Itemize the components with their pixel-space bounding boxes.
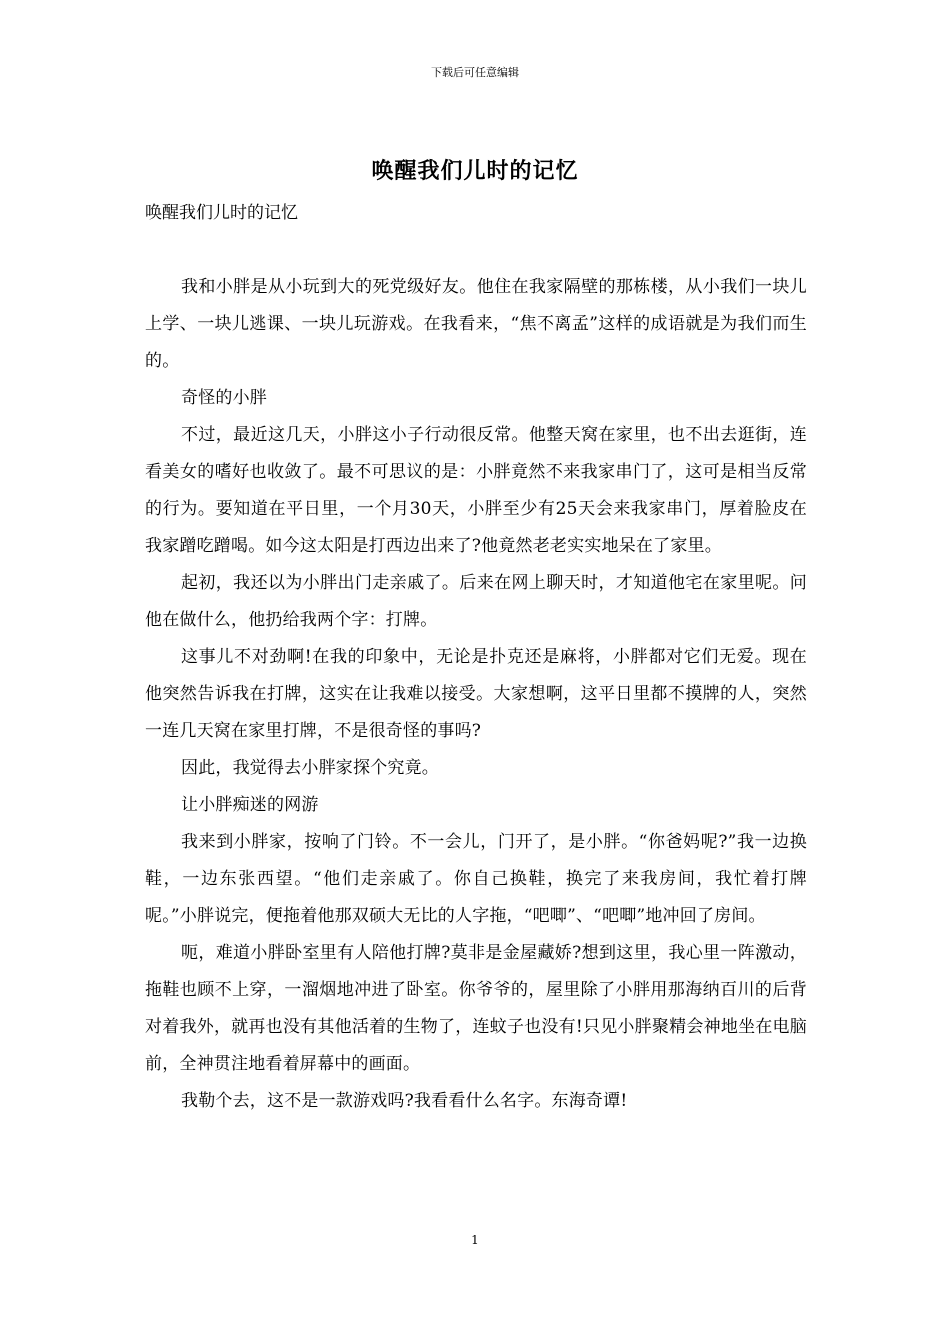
paragraph: 因此，我觉得去小胖家探个究竟。 bbox=[181, 758, 439, 778]
document-title: 唤醒我们儿时的记忆 bbox=[371, 158, 579, 184]
section-heading: 奇怪的小胖 bbox=[181, 388, 267, 408]
paragraph: 我和小胖是从小玩到大的死党级好友。他住在我家隔壁的那栋楼，从小我们一块儿上学、一块儿逃课、一块儿玩游戏。在我看来，“焦不离孟”这样的成语就是为我们而生的。 bbox=[145, 277, 807, 371]
paragraph: 不过，最近这几天，小胖这小子行动很反常。他整天窝在家里，也不出去逛街，连看美女的嗜好也收敛了。最不可思议的是：小胖竟然不来我家串门了，这可是相当反常的行为。要知道在平日里，一个月30天，小胖至少有25天会来我家串门，厚着脸皮在我家蹭吃蹭喝。如今这太阳是打西边出来了?他竟然老老实实地呆在了家里。 bbox=[145, 425, 807, 556]
paragraph: 我勒个去，这不是一款游戏吗?我看看什么名字。东海奇谭! bbox=[181, 1091, 628, 1111]
paragraph: 这事儿不对劲啊!在我的印象中，无论是扑克还是麻将，小胖都对它们无爱。现在他突然告诉我在打牌，这实在让我难以接受。大家想啊，这平日里都不摸牌的人，突然一连几天窝在家里打牌，不是很奇怪的事吗? bbox=[145, 647, 807, 741]
document-subtitle: 唤醒我们儿时的记忆 bbox=[145, 203, 298, 223]
paragraph: 我来到小胖家，按响了门铃。不一会儿，门开了，是小胖。“你爸妈呢?”我一边换鞋，一边东张西望。“他们走亲戚了。你自己换鞋，换完了来我房间，我忙着打牌呢。”小胖说完，便拖着他那双硕大无比的人字拖，“吧唧”、“吧唧”地冲回了房间。 bbox=[145, 832, 807, 926]
page-number: 1 bbox=[471, 1233, 479, 1247]
paragraph: 呃，难道小胖卧室里有人陪他打牌?莫非是金屋藏娇?想到这里，我心里一阵激动，拖鞋也顾不上穿，一溜烟地冲进了卧室。你爷爷的，屋里除了小胖用那海纳百川的后背对着我外，就再也没有其他活着的生物了，连蚊子也没有!只见小胖聚精会神地坐在电脑前，全神贯注地看着屏幕中的画面。 bbox=[145, 943, 807, 1074]
document-body bbox=[145, 269, 807, 1120]
paragraph: 起初，我还以为小胖出门走亲戚了。后来在网上聊天时，才知道他宅在家里呢。问他在做什么，他扔给我两个字：打牌。 bbox=[145, 573, 807, 630]
section-heading: 让小胖痴迷的网游 bbox=[181, 795, 319, 815]
page-header: 下载后可任意编辑 bbox=[431, 66, 519, 79]
